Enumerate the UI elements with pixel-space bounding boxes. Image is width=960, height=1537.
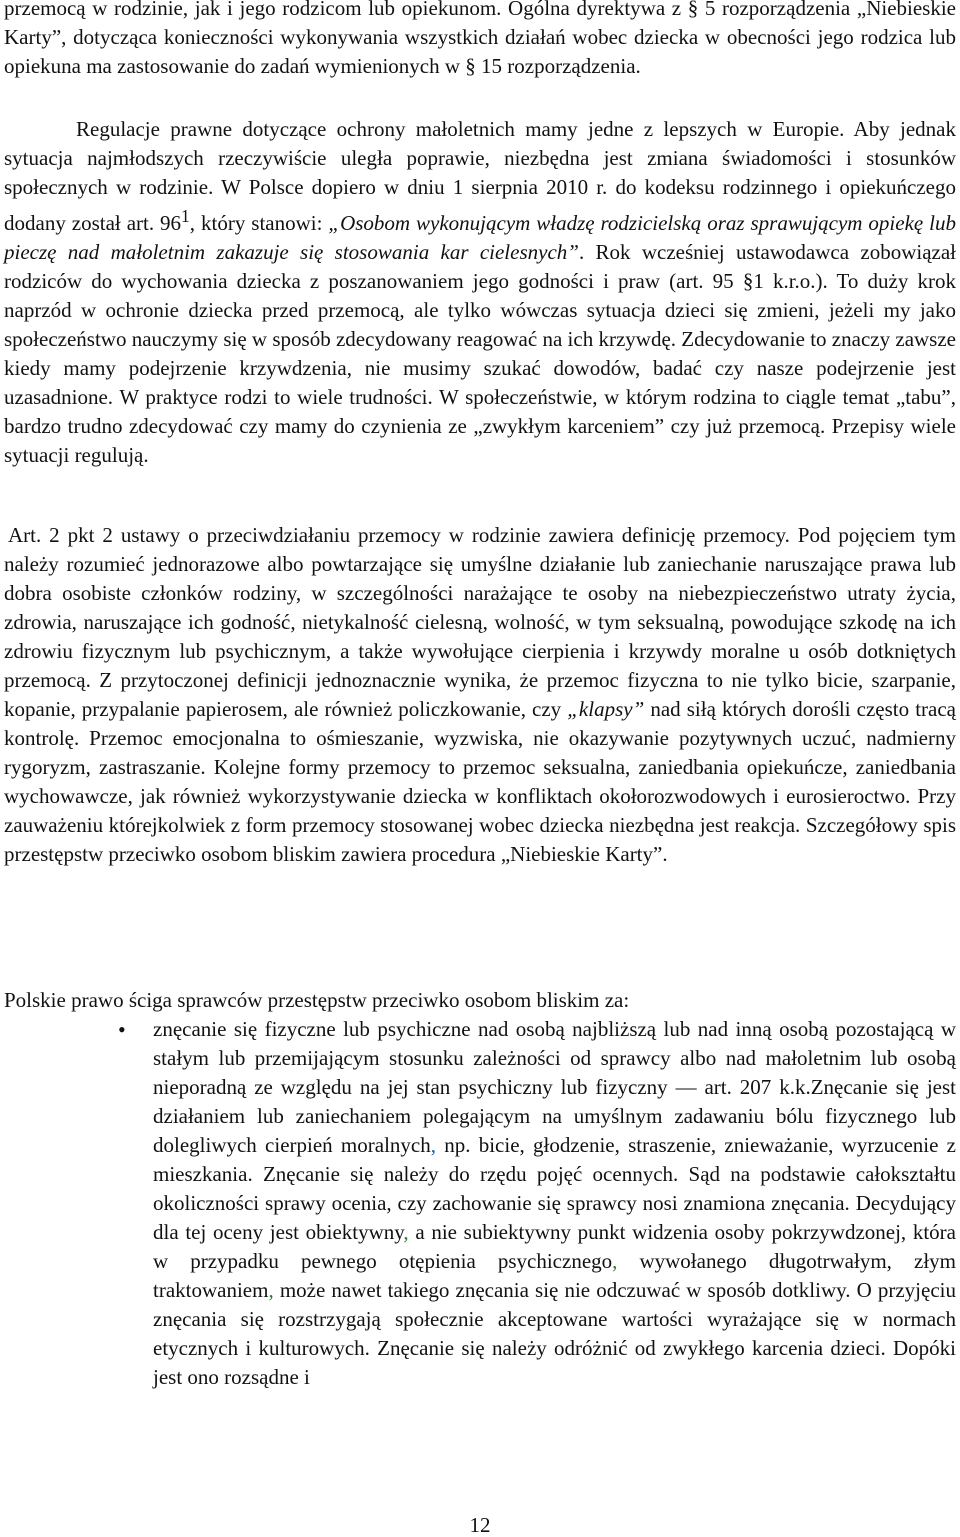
- list-item-text-d: wywołanego długotrwałym, złym traktowaniem: [153, 1249, 956, 1302]
- list-intro-text: Polskie prawo ściga sprawców przestępstw przeciwko osobom bliskim za:: [4, 988, 630, 1012]
- highlighted-comma: ,: [430, 1133, 436, 1157]
- klapsy-quote: „klapsy”: [567, 697, 645, 721]
- highlighted-comma: ,: [268, 1278, 274, 1302]
- paragraph-1-text: przemocą w rodzinie, jak i jego rodzicom lub opiekunom. Ogólna dyrektywa z § 5 rozporządzenia „Niebieskie Karty”, dotycząca konieczności wykonywania wszystkich działań wobec dziecka w obecności jego rodzica lub opiekuna ma zastosowanie do zadań wymienionych w § 15 rozporządzenia.: [4, 0, 956, 78]
- highlighted-comma: ,: [612, 1249, 618, 1273]
- page-number: 12: [469, 1513, 491, 1537]
- paragraph-2-text-c: . Rok wcześniej ustawodawca zobowiązał rodziców do wychowania dziecka z poszanowaniem jego godności i praw (art. 95 §1 k.r.o.). To duży krok naprzód w ochronie dziecka przed przemocą, ale tylko wówczas sytuacja dzieci się zmieni, jeżeli my jako społeczeństwo nauczymy się w sposób zdecydowany reagować na ich krzywdę. Zdecydowanie to znaczy zawsze kiedy mamy podejrzenie krzywdzenia, nie musimy szukać dowodów, badać czy nasze podejrzenie jest uzasadnione. W praktyce rodzi to wiele trudności. W społeczeństwie, w którym rodzina to ciągle temat „tabu”, bardzo trudno zdecydować czy mamy do czynienia ze „zwykłym karceniem” czy już przemocą. Przepisy wiele sytuacji regulują.: [4, 240, 956, 467]
- bullet-icon: •: [118, 1017, 126, 1042]
- paragraph-2-text-b: , który stanowi:: [189, 211, 329, 235]
- list-item: [4, 1015, 956, 1392]
- paragraph-3: [4, 521, 956, 869]
- paragraph-1: [4, 0, 956, 81]
- paragraph-3-text-a: Art. 2 pkt 2 ustawy o przeciwdziałaniu przemocy w rodzinie zawiera definicję przemocy. Pod pojęciem tym należy rozumieć jednorazowe albo powtarzające się umyślne działanie lub zaniechanie naruszające prawa lub dobra osobiste członków rodziny, w szczególności narażające te osoby na niebezpieczeństwo utraty życia, zdrowia, naruszające ich godność, nietykalność cielesną, wolność, w tym seksualną, powodujące szkodę na ich zdrowiu fizycznym lub psychicznym, a także wywołujące cierpienia i krzywdy moralne u osób dotkniętych przemocą. Z przytoczonej definicji jednoznacznie wynika, że przemoc fizyczna to nie tylko bicie, szarpanie, kopanie, przypalanie papierosem, ale również policzkowanie, czy: [4, 523, 956, 721]
- list-item-text-b: np. bicie, głodzenie, straszenie, znieważanie, wyrzucenie z mieszkania. Znęcanie się należy do rzędu pojęć ocennych. Sąd na podstawie całokształtu okoliczności sprawy ocenia, czy zachowanie się sprawcy nosi znamiona znęcania. Decydujący dla tej oceny jest obiektywny: [153, 1133, 956, 1244]
- list-item-text-e: może nawet takiego znęcania się nie odczuwać w sposób dotkliwy. O przyjęciu znęcania się rozstrzygają społecznie akceptowane wartości wyrażające się w normach etycznych i kulturowych. Znęcanie się należy odróżnić od zwykłego karcenia dzieci. Dopóki jest ono rozsądne i: [153, 1278, 956, 1389]
- paragraph-2: [4, 115, 956, 470]
- article-superscript: 1: [181, 206, 190, 226]
- offenses-list: [4, 1015, 956, 1392]
- list-item-text-a: znęcanie się fizyczne lub psychiczne nad osobą najbliższą lub nad inną osobą pozostającą w stałym lub przemijającym stosunku zależności od sprawcy albo nad małoletnim lub osobą nieporadną ze względu na jej stan psychiczny lub fizyczny — art. 207 k.k.Znęcanie się jest działaniem lub zaniechaniem polegającym na umyślnym zadawaniu bólu fizycznego lub dolegliwych cierpień moralnych: [153, 1017, 956, 1157]
- highlighted-comma: ,: [403, 1220, 409, 1244]
- paragraph-3-text-b: nad siłą których dorośli często tracą kontrolę. Przemoc emocjonalna to ośmieszanie, wyzwiska, nie okazywanie pozytywnych uczuć, nadmierny rygoryzm, zastraszanie. Kolejne formy przemocy to przemoc seksualna, zaniedbania opiekuńcze, zaniedbania wychowawcze, jak również wykorzystywanie dziecka w konfliktach okołorozwodowych i eurosieroctwo. Przy zauważeniu którejkolwiek z form przemocy stosowanej wobec dziecka niezbędna jest reakcja. Szczegółowy spis przestępstw przeciwko osobom bliskim zawiera procedura „Niebieskie Karty”.: [4, 697, 956, 866]
- list-item-text-c: a nie subiektywny punkt widzenia osoby pokrzywdzonej, która w przypadku pewnego otępienia psychicznego: [153, 1220, 956, 1273]
- paragraph-2-text-a: Regulacje prawne dotyczące ochrony małoletnich mamy jedne z lepszych w Europie. Aby jednak sytuacja najmłodszych rzeczywiście uległa poprawie, niezbędna jest zmiana świadomości i stosunków społecznych w rodzinie. W Polsce dopiero w dniu 1 sierpnia 2010 r. do kodeksu rodzinnego i opiekuńczego dodany został art. 96: [4, 117, 956, 235]
- paragraph-4: [4, 986, 956, 1015]
- quoted-law-text: „Osobom wykonującym władzę rodzicielską oraz sprawującym opiekę lub pieczę nad małoletnim zakazuje się stosowania kar cielesnych”: [4, 211, 957, 264]
